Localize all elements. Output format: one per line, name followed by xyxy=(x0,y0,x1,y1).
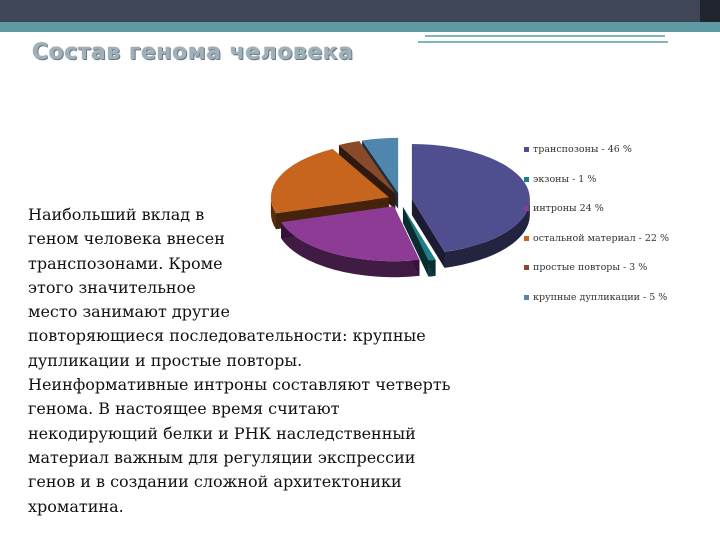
slide-title: Состав генома человека xyxy=(32,40,354,65)
legend-item xyxy=(524,170,714,200)
body-text-line: хроматина. xyxy=(28,496,124,516)
body-text-line: генов и в создании сложной архитектоники xyxy=(28,472,402,492)
legend-item xyxy=(524,288,714,318)
legend-item xyxy=(524,229,714,259)
teal-accent-band xyxy=(0,22,720,32)
teal-accent-line xyxy=(425,35,665,37)
slide-body-text xyxy=(28,203,498,519)
legend-label: экзоны - 1 % xyxy=(533,173,597,185)
legend-swatch xyxy=(524,147,529,152)
legend-item xyxy=(524,140,714,170)
legend-swatch xyxy=(524,295,529,300)
body-text-line: генома. В настоящее время считают xyxy=(28,399,340,419)
teal-accent-line xyxy=(418,41,668,43)
legend-label: крупные дупликации - 5 % xyxy=(533,291,668,303)
body-text-line: геном человека внесен xyxy=(28,229,225,249)
legend-swatch xyxy=(524,265,529,270)
body-text-line: повторяющиеся последовательности: крупные xyxy=(28,326,426,346)
body-text-line: материал важным для регуляции экспрессии xyxy=(28,447,416,467)
legend-label: простые повторы - 3 % xyxy=(533,262,648,274)
legend-label: остальной материал - 22 % xyxy=(533,232,669,244)
body-text-line: место занимают другие xyxy=(28,302,230,322)
legend-item xyxy=(524,258,714,288)
chart-legend xyxy=(524,140,714,318)
legend-swatch xyxy=(524,206,529,211)
body-text-line: Наибольший вклад в xyxy=(28,205,205,224)
body-text-line: этого значительное xyxy=(28,277,196,297)
body-text-line: транспозонами. Кроме xyxy=(28,253,223,273)
legend-swatch xyxy=(524,177,529,182)
slide-top-bar xyxy=(0,0,720,22)
top-bar-corner-block xyxy=(700,0,720,22)
legend-swatch xyxy=(524,236,529,241)
legend-label: транспозоны - 46 % xyxy=(533,144,632,155)
body-text-line: Неинформативные интроны составляют четверть xyxy=(28,375,451,395)
body-text-line: некодирующий белки и РНК наследственный xyxy=(28,423,416,443)
legend-item xyxy=(524,199,714,229)
body-text-line: дупликации и простые повторы. xyxy=(28,350,303,370)
legend-label: интроны 24 % xyxy=(533,203,604,215)
